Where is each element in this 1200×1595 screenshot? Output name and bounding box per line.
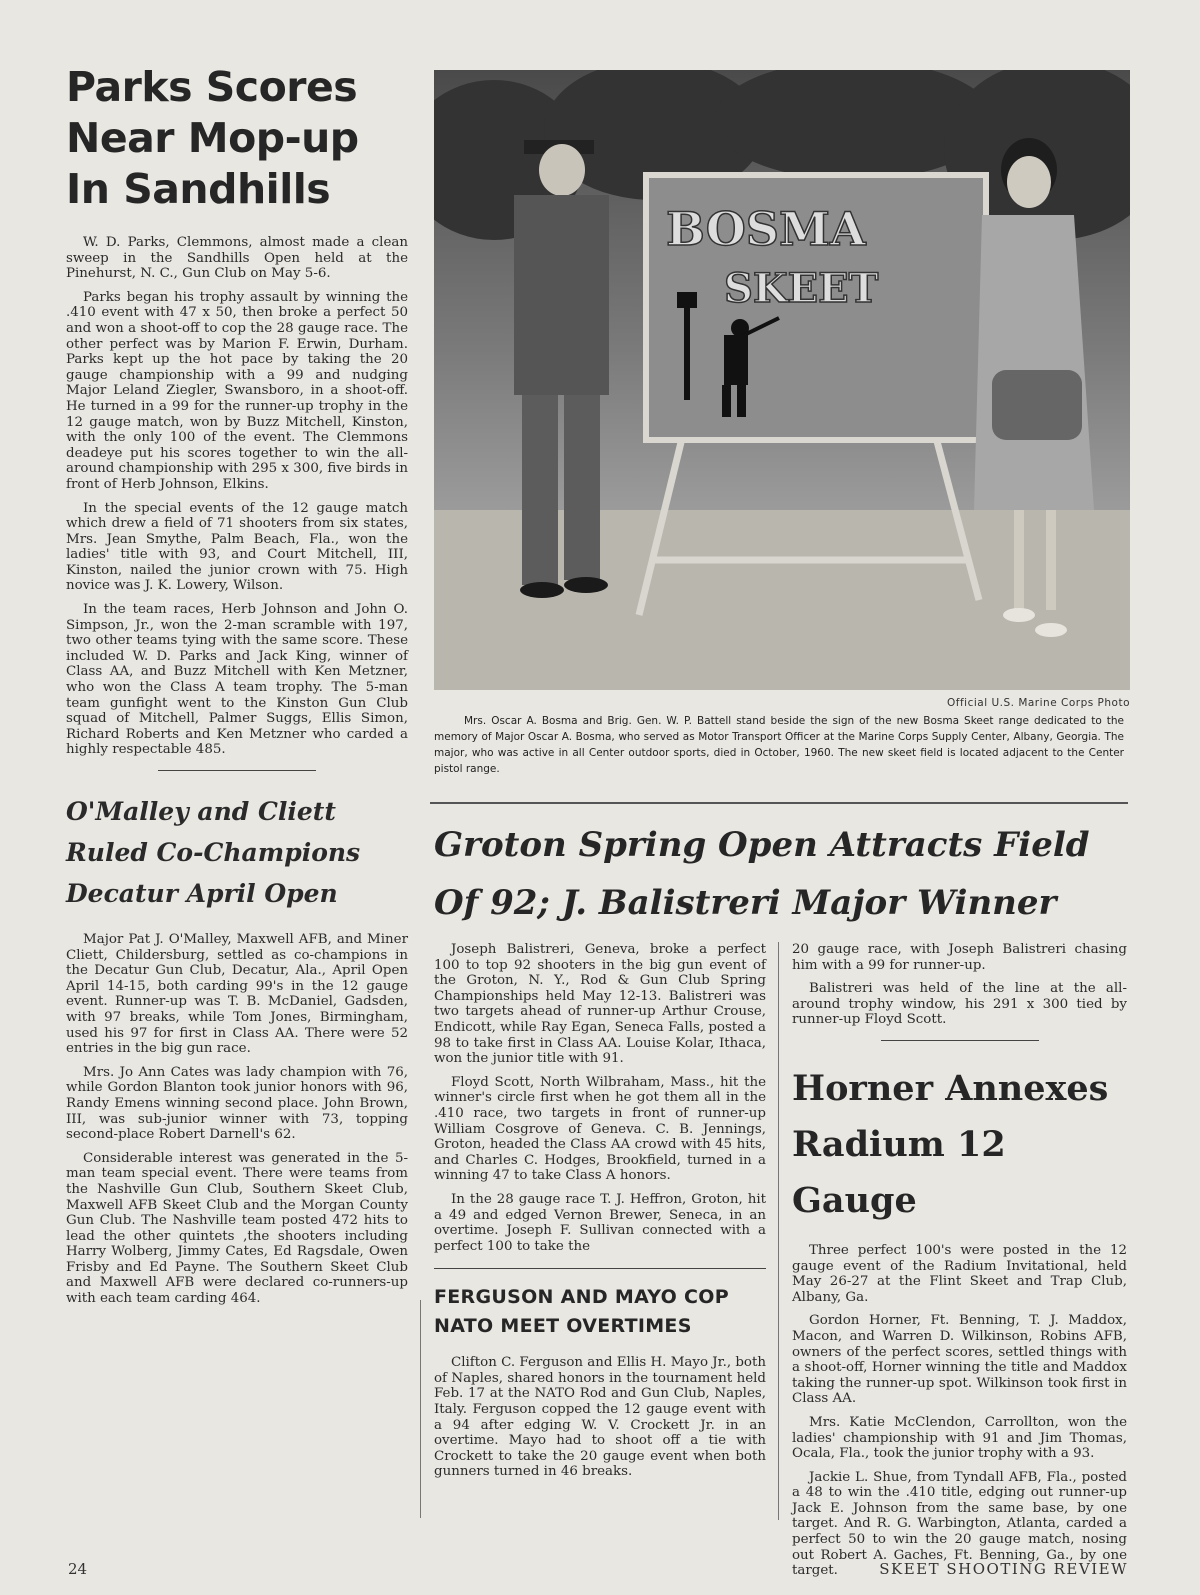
dedication-photo: [434, 70, 1130, 690]
headline-line: Radium 12 Gauge: [792, 1123, 1006, 1221]
headline-line: In Sandhills: [66, 165, 331, 213]
headline-line: Horner Annexes: [792, 1067, 1109, 1109]
divider: [434, 1268, 766, 1269]
divider: [430, 802, 1128, 804]
sign-text-line2: SKEET: [724, 265, 879, 312]
headline-line: Groton Spring Open Attracts Field: [434, 825, 1090, 865]
photo-credit: Official U.S. Marine Corps Photo: [947, 697, 1130, 709]
divider: [158, 770, 316, 771]
page-number: 24: [68, 1560, 88, 1578]
middle-column: [434, 942, 766, 1488]
article-paragraph: Jackie L. Shue, from Tyndall AFB, Fla., posted a 48 to win the .410 title, edging out runner-up Jack E. Johnson from the same base, by one target. And R. G. Warbington, Atlanta, carded a perfect 50 to win the 20 gauge match, nosing out Robert A. Gaches, Ft. Benning, Ga., by one target.: [792, 1469, 1127, 1579]
article-headline-omalley: [66, 791, 408, 914]
divider: [881, 1040, 1039, 1041]
article-paragraph: W. D. Parks, Clemmons, almost made a clean sweep in the Sandhills Open held at the Pinehurst, N. C., Gun Club on May 5-6.: [66, 235, 408, 282]
photo-caption: Mrs. Oscar A. Bosma and Brig. Gen. W. P. Battell stand beside the sign of the new Bosma Skeet range dedicated to the memory of Major Oscar A. Bosma, who served as Motor Transport Officer at the Marine Corps Supply Center, Albany, Georgia. The major, who was active in all Center outdoor sports, died in October, 1960. The new skeet field is located adjacent to the Center pistol range.: [434, 715, 1124, 775]
right-column: [792, 942, 1127, 1587]
left-column: [66, 62, 408, 1315]
article-paragraph: Mrs. Katie McClendon, Carrollton, won the ladies' championship with 91 and Jim Thomas, Ocala, Fla., took the junior trophy with a 93.: [792, 1414, 1127, 1462]
magazine-name: SKEET SHOOTING REVIEW: [879, 1560, 1128, 1578]
article-headline-groton: [434, 816, 1134, 932]
page-footer: [0, 1560, 1200, 1582]
headline-line: NATO MEET OVERTIMES: [434, 1315, 692, 1338]
article-paragraph: Three perfect 100's were posted in the 12 gauge event of the Radium Invitational, held May 26-27 at the Flint Skeet and Trap Club, Albany, Ga.: [792, 1242, 1127, 1305]
headline-line: Decatur April Open: [66, 879, 338, 908]
headline-line: Parks Scores: [66, 63, 358, 111]
article-paragraph: In the 28 gauge race T. J. Heffron, Groton, hit a 49 and edged Vernon Brewer, Seneca, in an overtime. Joseph F. Sullivan connected with a perfect 100 to take the: [434, 1191, 766, 1254]
article-headline-horner: [792, 1061, 1127, 1229]
article-paragraph: Floyd Scott, North Wilbraham, Mass., hit the winner's circle first when he got them all in the .410 race, two targets in front of runner-up William Cosgrove of Geneva. C. B. Jennings, Groton, headed the Class AA crowd with 45 hits, and Charles C. Hodges, Brookfield, turned in a winning 47 to take Class A honors.: [434, 1074, 766, 1184]
article-headline-parks: [66, 62, 408, 215]
article-paragraph: Balistreri was held of the line at the all-around trophy window, his 291 x 300 tied by runner-up Floyd Scott.: [792, 981, 1127, 1028]
headline-line: O'Malley and Cliett: [66, 797, 336, 826]
article-paragraph: Parks began his trophy assault by winning the .410 event with 47 x 50, then broke a perfect 50 and won a shoot-off to cop the 28 gauge race. The other perfect was by Marion F. Erwin, Durham. Parks kept up the hot pace by taking the 20 gauge championship with a 99 and nudging Major Leland Ziegler, Swansboro, in a shoot-off. He turned in a 99 for the runner-up trophy in the 12 gauge match, won by Buzz Mitchell, Kinston, with the only 100 of the event. The Clemmons deadeye put his scores together to win the all-around championship with 295 x 300, five birds in front of Herb Johnson, Elkins.: [66, 289, 408, 492]
headline-line: FERGUSON AND MAYO COP: [434, 1286, 729, 1309]
sign-text-line1: BOSMA: [666, 202, 866, 256]
headline-line: Of 92; J. Balistreri Major Winner: [434, 883, 1057, 923]
column-divider: [778, 942, 779, 1520]
article-paragraph: In the team races, Herb Johnson and John O. Simpson, Jr., won the 2-man scramble with 197, two other teams tying with the same score. These included W. D. Parks and Jack King, winner of Class AA, and Buzz Mitchell with Ken Metzner, who won the Class A team trophy. The 5-man team gunfight went to the Kinston Gun Club squad of Mitchell, Palmer Suggs, Ellis Simon, Richard Roberts and Ken Metzner who carded a highly respectable 485.: [66, 602, 408, 758]
article-headline-ferguson: [434, 1283, 766, 1341]
headline-line: Ruled Co-Champions: [66, 838, 361, 867]
article-paragraph: Mrs. Jo Ann Cates was lady champion with 76, while Gordon Blanton took junior honors with 96, Randy Emens winning second place. John Brown, III, was sub-junior winner with 73, topping second-place Robert Darnell's 62.: [66, 1064, 408, 1143]
column-divider: [420, 1300, 421, 1518]
article-paragraph: In the special events of the 12 gauge match which drew a field of 71 shooters from six states, Mrs. Jean Smythe, Palm Beach, Fla., won the ladies' title with 93, and Court Mitchell, III, Kinston, nailed the junior crown with 75. High novice was J. K. Lowery, Wilson.: [66, 500, 408, 594]
headline-line: Near Mop-up: [66, 114, 359, 162]
article-paragraph: Major Pat J. O'Malley, Maxwell AFB, and Miner Cliett, Childersburg, settled as co-champions in the Decatur Gun Club, Decatur, Ala., April Open April 14-15, both carding 99's in the 12 gauge event. Runner-up was T. B. McDaniel, Gadsden, with 97 breaks, while Tom Jones, Birmingham, used his 97 for first in Class AA. There were 52 entries in the big gun race.: [66, 932, 408, 1057]
article-paragraph: Considerable interest was generated in the 5-man team special event. There were teams from the Nashville Gun Club, Southern Skeet Club, Maxwell AFB Skeet Club and the Morgan County Gun Club. The Nashville team posted 472 hits to lead the other quintets ,the shooters including Harry Wolberg, Jimmy Cates, Ed Ragsdale, Owen Frisby and Ed Payne. The Southern Skeet Club and Maxwell AFB were declared co-runners-up with each team carding 464.: [66, 1150, 408, 1307]
article-paragraph: 20 gauge race, with Joseph Balistreri chasing him with a 99 for runner-up.: [792, 942, 1127, 973]
article-paragraph: Clifton C. Ferguson and Ellis H. Mayo Jr., both of Naples, shared honors in the tournament held Feb. 17 at the NATO Rod and Gun Club, Naples, Italy. Ferguson copped the 12 gauge event with a 94 after edging W. V. Crockett Jr. in an overtime. Mayo had to shoot off a tie with Crockett to take the 20 gauge event when both gunners turned in 46 breaks.: [434, 1355, 766, 1480]
photo-block: [434, 70, 1130, 777]
article-paragraph: Gordon Horner, Ft. Benning, T. J. Maddox, Macon, and Warren D. Wilkinson, Robins AFB, owners of the perfect scores, settled things with a shoot-off, Horner winning the title and Maddox taking the runner-up spot. Wilkinson took first in Class AA.: [792, 1313, 1127, 1407]
article-paragraph: Joseph Balistreri, Geneva, broke a perfect 100 to top 92 shooters in the big gun event of the Groton, N. Y., Rod & Gun Club Spring Championships held May 12-13. Balistreri was two targets ahead of runner-up Arthur Crouse, Endicott, while Ray Egan, Seneca Falls, posted a 98 to take first in Class AA. Louise Kolar, Ithaca, won the junior title with 91.: [434, 942, 766, 1067]
